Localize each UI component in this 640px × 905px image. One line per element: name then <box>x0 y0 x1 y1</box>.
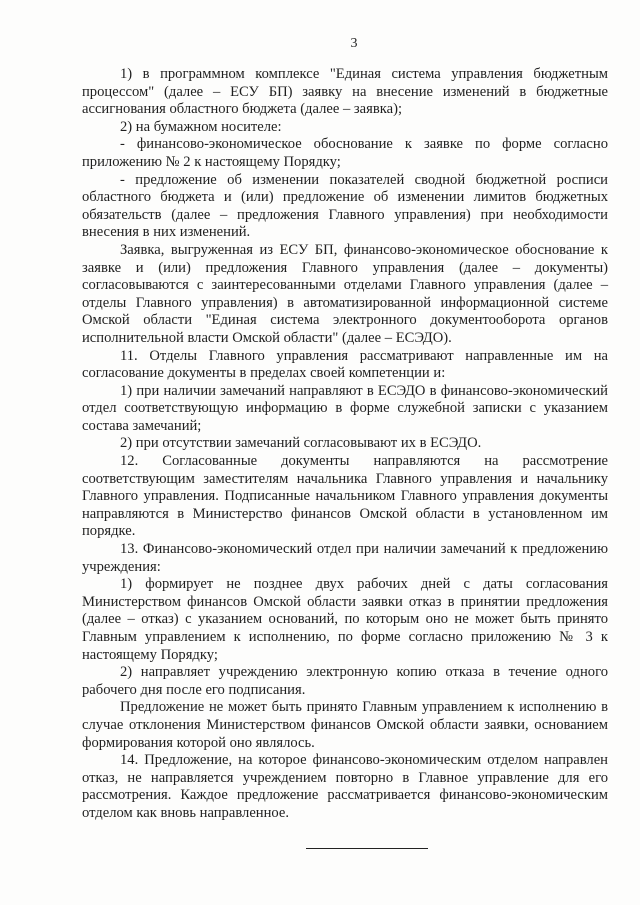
paragraph-5: Заявка, выгруженная из ЕСУ БП, финансово-экономическое обоснование к заявке и (или) предложения Главного управления (далее – документы) согласовываются с заинтересованными отделами Главного управления (далее – отделы Главного управления) в автоматизированной информационной системе Омской области "Единая система электронного документооборота органов исполнительной власти Омской области" (далее – ЕСЭДО). <box>82 241 608 346</box>
paragraph-10: 13. Финансово-экономический отдел при наличии замечаний к предложению учреждения: <box>82 541 608 575</box>
footer-rule <box>306 848 428 849</box>
page-number: 3 <box>350 36 358 51</box>
paragraph-12: 2) направляет учреждению электронную копию отказа в течение одного рабочего дня после его подписания. <box>82 664 608 698</box>
paragraph-8: 2) при отсутствии замечаний согласовывают их в ЕСЭДО. <box>120 435 482 452</box>
paragraph-11: 1) формирует не позднее двух рабочих дней с даты согласования Министерством финансов Омской области заявки отказ в принятии предложения (далее – отказ) с указанием оснований, по которым оно не может быть принято Главным управлением к исполнению, по форме согласно приложению № 3 к настоящему Порядку; <box>82 576 608 663</box>
paragraph-7: 1) при наличии замечаний направляют в ЕСЭДО в финансово-экономический отдел соответствующую информацию в форме служебной записки с указанием состава замечаний; <box>82 382 608 434</box>
paragraph-9: 12. Согласованные документы направляются на рассмотрение соответствующим заместителям начальника Главного управления и начальнику Главного управления. Подписанные начальником Главного управления документы направляются в Министерство финансов Омской области в установленном им порядке. <box>82 453 608 540</box>
paragraph-1: 1) в программном комплексе "Единая система управления бюджетным процессом" (далее – ЕСУ БП) заявку на внесение изменений в бюджетные ассигнования областного бюджета (далее – заявка); <box>82 66 608 118</box>
paragraph-13: Предложение не может быть принято Главным управлением к исполнению в случае отклонения Министерством финансов Омской области заявки, основанием формирования которой оно являлось. <box>82 699 608 751</box>
paragraph-4: - предложение об изменении показателей сводной бюджетной росписи областного бюджета и (или) предложение об изменении лимитов бюджетных обязательств (далее – предложения Главного управления) при необходимости внесения в них изменений. <box>82 171 608 241</box>
paragraph-2: 2) на бумажном носителе: <box>120 118 282 135</box>
paragraph-3: - финансово-экономическое обоснование к заявке по форме согласно приложению № 2 к настоящему Порядку; <box>82 136 608 170</box>
paragraph-6: 11. Отделы Главного управления рассматривают направленные им на согласование документы в пределах своей компетенции и: <box>82 347 608 382</box>
paragraph-14: 14. Предложение, на которое финансово-экономическим отделом направлен отказ, не направляется учреждением повторно в Главное управление для его рассмотрения. Каждое предложение рассматривается финансово-экономическим отделом как вновь направленное. <box>82 752 608 821</box>
